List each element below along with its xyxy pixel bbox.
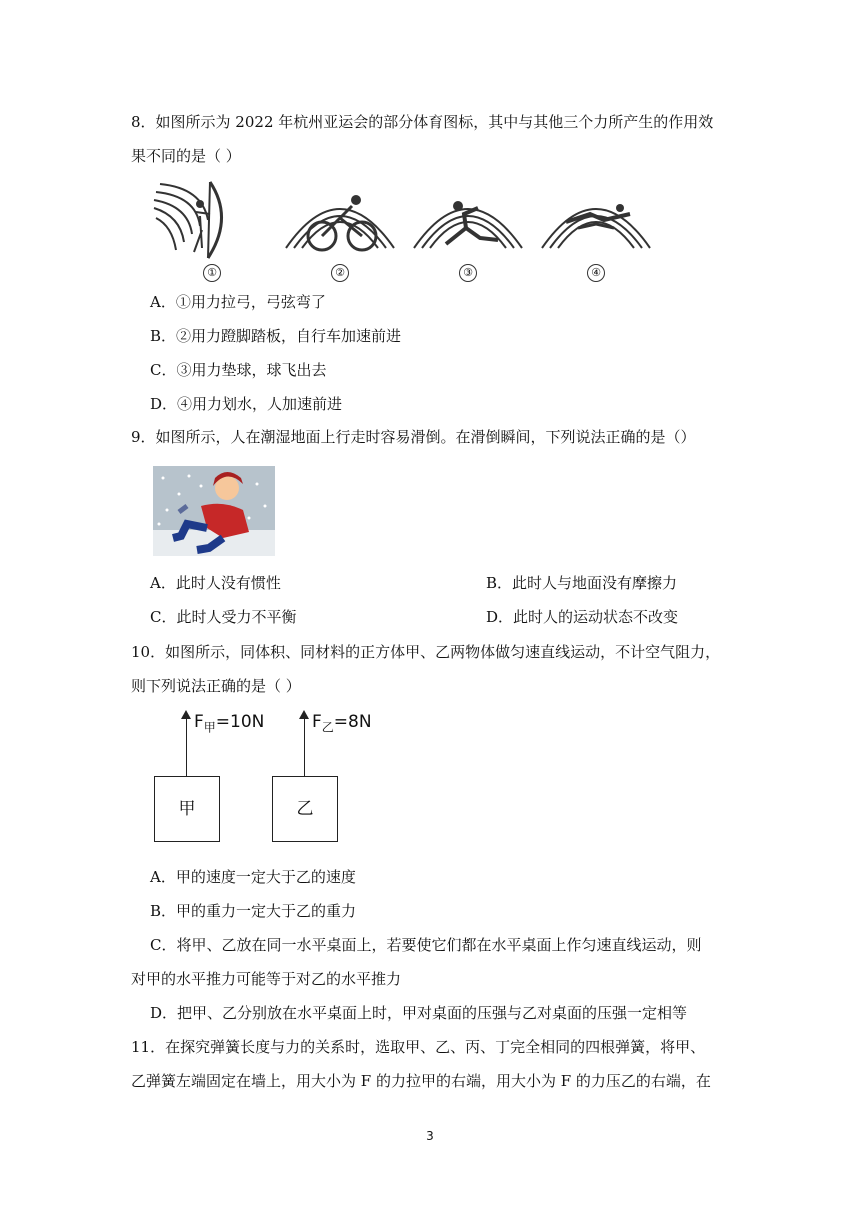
cycling-icon: [278, 178, 402, 282]
force-arrow-yi: [304, 718, 305, 776]
q10-option-d: D．把甲、乙分别放在水平桌面上时，甲对桌面的压强与乙对桌面的压强一定相等: [150, 1004, 688, 1022]
q10-stem-line1: 10．如图所示，同体积、同材料的正方体甲、乙两物体做匀速直线运动，不计空气阻力，: [131, 643, 721, 661]
q8-option-d: D．④用力划水，人加速前进: [150, 395, 343, 413]
q10-option-a: A．甲的速度一定大于乙的速度: [150, 868, 356, 886]
q8-sport-icons: [150, 178, 660, 282]
icon-label: ①: [203, 264, 221, 282]
q8-option-a: A．①用力拉弓，弓弦弯了: [150, 293, 326, 311]
q11-stem-line2: 乙弹簧左端固定在墙上，用大小为 F 的力拉甲的右端，用大小为 F 的力压乙的右端，在: [131, 1072, 711, 1090]
swimming-icon: [534, 178, 658, 282]
q10-stem-line2: 则下列说法正确的是（ ）: [131, 677, 301, 695]
icon-label: ④: [587, 264, 605, 282]
q9-option-d: D．此时人的运动状态不改变: [486, 608, 679, 626]
page-number: 3: [426, 1129, 434, 1143]
slipping-person-image: [153, 466, 275, 556]
q11-stem-line1: 11．在探究弹簧长度与力的关系时，选取甲、乙、丙、丁完全相同的四根弹簧，将甲、: [131, 1038, 706, 1056]
q8-option-b: B．②用力蹬脚踏板，自行车加速前进: [150, 327, 402, 345]
icon-label: ③: [459, 264, 477, 282]
force-label-yi: $F_乙=8N$: [312, 712, 372, 735]
box-yi: 乙: [272, 776, 338, 842]
q9-option-c: C．此时人受力不平衡: [150, 608, 297, 626]
q9-stem: 9．如图所示，人在潮湿地面上行走时容易滑倒。在滑倒瞬间，下列说法正确的是（）: [131, 428, 696, 446]
q9-option-a: A．此时人没有惯性: [150, 574, 281, 592]
force-label-jia: $F_甲=10N$: [194, 712, 265, 735]
q9-option-b: B．此时人与地面没有摩擦力: [486, 574, 678, 592]
q10-option-c-line2: 对甲的水平推力可能等于对乙的水平推力: [131, 970, 402, 988]
q10-option-b: B．甲的重力一定大于乙的重力: [150, 902, 357, 920]
force-arrow-jia: [186, 718, 187, 776]
icon-label: ②: [331, 264, 349, 282]
q8-option-c: C．③用力垫球，球飞出去: [150, 361, 327, 379]
q10-force-figure: [150, 710, 410, 842]
q8-stem-line2: 果不同的是（ ）: [131, 147, 241, 165]
box-jia: 甲: [154, 776, 220, 842]
archery-icon: [150, 178, 274, 282]
q8-stem-line1: 8．如图所示为 2022 年杭州亚运会的部分体育图标，其中与其他三个力所产生的作用效: [131, 113, 714, 131]
q10-option-c-line1: C．将甲、乙放在同一水平桌面上，若要使它们都在水平桌面上作匀速直线运动，则: [150, 936, 702, 954]
volleyball-icon: [406, 178, 530, 282]
